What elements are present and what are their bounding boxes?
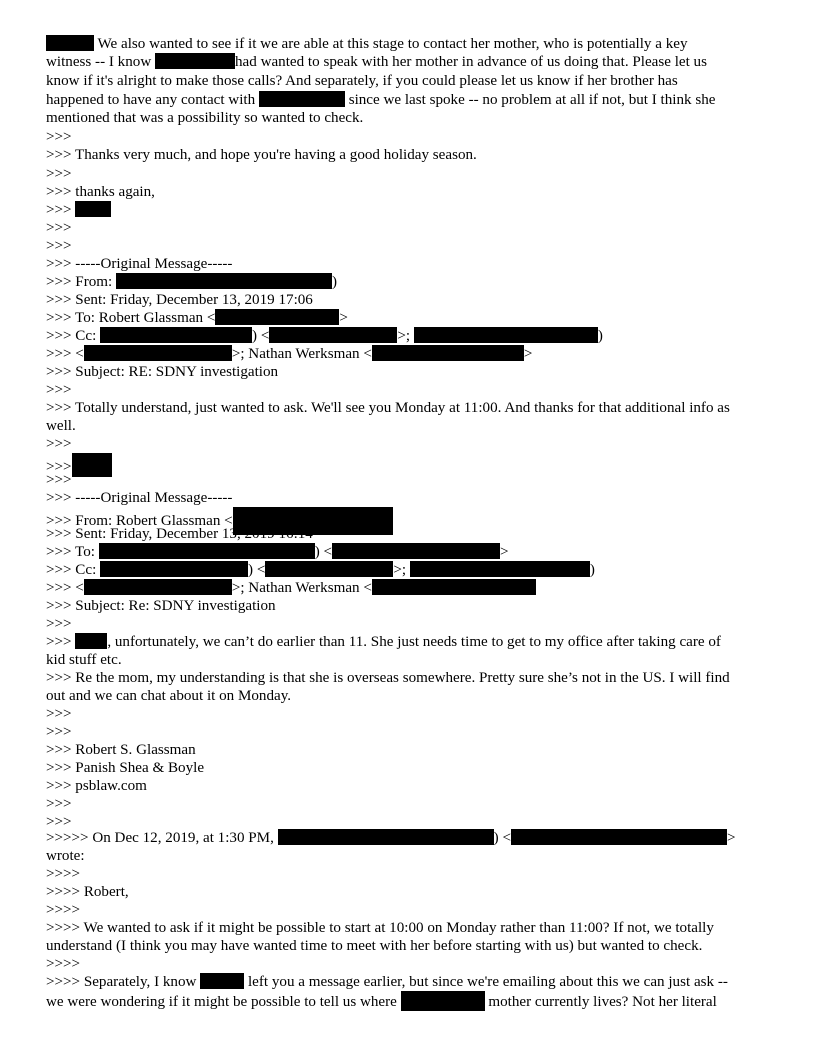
document-line: >>> [46,724,72,740]
document-line: >>> -----Original Message----- [46,256,233,272]
document-line: >>> [46,238,72,254]
document-line: >>> thanks again, [46,184,155,200]
redaction-box [84,579,232,595]
document-line: >>>> Robert, [46,884,129,900]
document-line: >>> Robert S. Glassman [46,742,196,758]
document-line: >>> psblaw.com [46,778,147,794]
document-line: >>>> We wanted to ask if it might be possible to start at 10:00 on Monday rather than 11:00? If not, we totally [46,920,714,936]
document-line: >>> Totally understand, just wanted to ask. We'll see you Monday at 11:00. And thanks for that additional info as [46,400,730,416]
redaction-box [401,991,485,1011]
redaction-box [511,829,727,845]
document-line: >>> -----Original Message----- [46,490,233,506]
redaction-box [269,327,397,343]
redaction-box [75,633,107,649]
document-line: >>> Thanks very much, and hope you're having a good holiday season. [46,147,477,163]
redaction-box [372,345,524,361]
document-line: >>>>> On Dec 12, 2019, at 1:30 PM, ) < > [46,830,736,846]
document-line: witness -- I know had wanted to speak with her mother in advance of us doing that. Please let us [46,54,707,70]
document-line: >>> Subject: RE: SDNY investigation [46,364,279,380]
redaction-box [75,201,111,217]
document-line: >>> Cc: ) < >; ) [46,328,603,344]
redaction-box [332,543,500,559]
document-line: >>> Panish Shea & Boyle [46,760,205,776]
document-line: >>> [46,220,72,236]
document-line: >>> [46,616,72,632]
document-line: >>> , unfortunately, we can’t do earlier than 11. She just needs time to get to my office after taking care of [46,634,721,650]
redaction-box [200,973,244,989]
document-line: >>> [46,453,112,477]
document-line: >>>> [46,902,81,918]
document-line: >>> Sent: Friday, December 13, 2019 16:14 [46,526,313,542]
document-line: >>> < >; Nathan Werksman < [46,579,536,597]
redaction-box [72,453,112,477]
document-line: >>>> [46,866,81,882]
redaction-box [259,91,345,107]
redaction-box [215,309,339,325]
document-line: We also wanted to see if it we are able at this stage to contact her mother, who is potentially a key [46,35,688,53]
document-line: >>> To: Robert Glassman < > [46,310,348,326]
document-line: >>> Sent: Friday, December 13, 2019 17:06 [46,292,313,308]
redaction-box [99,543,315,559]
document-line: >>> [46,166,72,182]
document-line: >>> [46,796,72,812]
document-line: >>> [46,814,72,830]
document-line: >>> Re the mom, my understanding is that she is overseas somewhere. Pretty sure she’s not in the US. I will find [46,670,730,686]
redaction-box [84,345,232,361]
document-line: know if it's alright to make those calls? And separately, if you could please let us know if her brother has [46,73,678,89]
document-line: wrote: [46,848,85,864]
redaction-box [116,273,332,289]
document-line: >>> [46,436,72,452]
redaction-box [278,829,494,845]
document-line: out and we can chat about it on Monday. [46,688,292,704]
document-line: >>> [46,382,72,398]
document-line: >>> < >; Nathan Werksman < > [46,346,533,362]
redaction-box [155,53,235,69]
redaction-box [414,327,598,343]
document-line: well. [46,418,76,434]
document-line: >>> [46,201,111,219]
document-line: understand (I think you may have wanted time to meet with her before starting with us) but wanted to check. [46,938,703,954]
document-line: >>> Subject: Re: SDNY investigation [46,598,276,614]
document-line: we were wondering if it might be possible to tell us where mother currently lives? Not her literal [46,991,717,1011]
document-line: >>> [46,472,72,488]
redaction-box [372,579,536,595]
redaction-box [100,327,252,343]
document-line: >>>> [46,956,81,972]
document-line: mentioned that was a possibility so wanted to check. [46,110,364,126]
redaction-box [410,561,590,577]
document-line: happened to have any contact with since we last spoke -- no problem at all if not, but I think she [46,92,716,108]
document-line: >>> Cc: ) < >; ) [46,562,595,578]
document-line: kid stuff etc. [46,652,122,668]
document-line: >>> From: Robert Glassman < [46,507,393,535]
document-line: >>>> Separately, I know left you a message earlier, but since we're emailing about this we can just ask -- [46,974,728,990]
redaction-box [46,35,94,51]
document-line: >>> [46,706,72,722]
redaction-box [100,561,248,577]
redaction-box [265,561,393,577]
document-line: >>> From: ) [46,274,338,290]
document-line: >>> [46,129,72,145]
document-line: >>> To: ) < > [46,544,509,560]
